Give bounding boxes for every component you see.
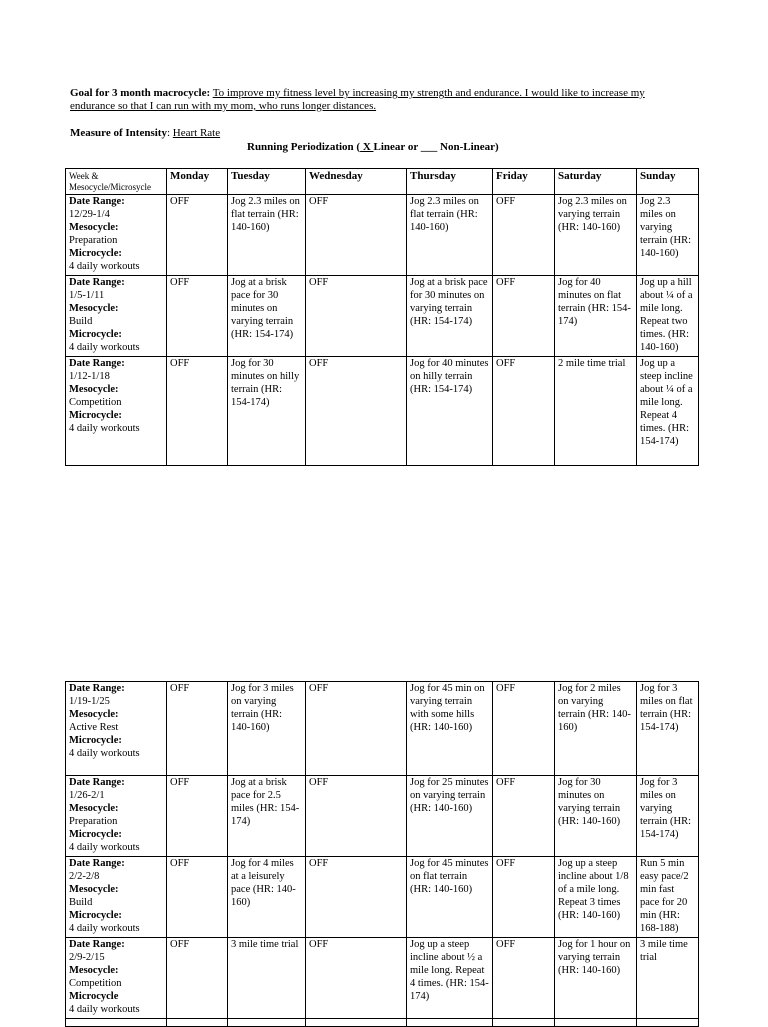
week-column-header	[66, 169, 167, 195]
goal-statement	[70, 87, 700, 113]
workout-cell-saturday: 2 mile time trial	[555, 357, 637, 466]
workout-cell-wednesday: OFF	[306, 682, 407, 776]
mesocycle-value: Preparation	[69, 816, 118, 827]
date-range-label: Date Range:	[69, 858, 125, 869]
workout-cell-wednesday: OFF	[306, 195, 407, 276]
microcycle-value: 4 daily workouts	[69, 423, 140, 434]
microcycle-label: Microcycle:	[69, 410, 122, 421]
workout-cell-monday: OFF	[167, 776, 228, 857]
mesocycle-label: Mesocycle:	[69, 965, 119, 976]
workout-cell-wednesday: OFF	[306, 938, 407, 1019]
week-info-cell	[66, 195, 167, 276]
week-info-cell	[66, 276, 167, 357]
date-range-value: 2/2-2/8	[69, 871, 100, 882]
header-thursday: Thursday	[407, 169, 493, 195]
week-row	[66, 276, 699, 357]
microcycle-value: 4 daily workouts	[69, 342, 140, 353]
schedule-table-2	[65, 681, 699, 1027]
date-range-value: 12/29-1/4	[69, 209, 110, 220]
workout-cell-saturday: Jog for 30 minutes on varying terrain (HR: 140-160)	[555, 776, 637, 857]
periodization-prefix: Running Periodization (	[247, 141, 361, 153]
week-row	[66, 857, 699, 938]
workout-cell-friday: OFF	[493, 276, 555, 357]
week-row	[66, 938, 699, 1019]
week-info-cell	[66, 776, 167, 857]
mesocycle-label: Mesocycle:	[69, 803, 119, 814]
microcycle-label: Microcycle:	[69, 329, 122, 340]
microcycle-value: 4 daily workouts	[69, 923, 140, 934]
goal-text-line1: To improve my fitness level by increasing my strength and endurance. I would like to increase my	[212, 87, 645, 99]
cutoff-cell	[228, 1019, 306, 1027]
mesocycle-value: Competition	[69, 978, 122, 989]
schedule-body-2	[66, 682, 699, 1027]
workout-cell-friday: OFF	[493, 195, 555, 276]
goal-text-line2: endurance so that I can run with my mom, who runs longer distances.	[70, 100, 377, 112]
workout-cell-tuesday: Jog 2.3 miles on flat terrain (HR: 140-160)	[228, 195, 306, 276]
cutoff-cell	[493, 1019, 555, 1027]
microcycle-label: Microcycle:	[69, 829, 122, 840]
microcycle-value: 4 daily workouts	[69, 1004, 140, 1015]
workout-cell-tuesday: Jog at a brisk pace for 2.5 miles (HR: 154-174)	[228, 776, 306, 857]
microcycle-value: 4 daily workouts	[69, 748, 140, 759]
periodization-suffix: Non-Linear)	[440, 141, 499, 153]
header-saturday: Saturday	[555, 169, 637, 195]
goal-label: Goal for 3 month macrocycle:	[70, 87, 211, 99]
workout-cell-sunday: Jog up a steep incline about ¼ of a mile long. Repeat 4 times. (HR: 154-174)	[637, 357, 699, 466]
cutoff-cell	[167, 1019, 228, 1027]
mesocycle-value: Build	[69, 897, 93, 908]
workout-cell-saturday: Jog 2.3 miles on varying terrain (HR: 140-160)	[555, 195, 637, 276]
workout-cell-saturday: Jog for 2 miles on varying terrain (HR: 140-160)	[555, 682, 637, 776]
workout-cell-friday: OFF	[493, 682, 555, 776]
week-row	[66, 776, 699, 857]
measure-value: Heart Rate	[172, 127, 221, 139]
microcycle-value: 4 daily workouts	[69, 261, 140, 272]
workout-cell-wednesday: OFF	[306, 357, 407, 466]
mesocycle-value: Active Rest	[69, 722, 119, 733]
workout-cell-friday: OFF	[493, 776, 555, 857]
workout-cell-sunday: Jog for 3 miles on flat terrain (HR: 154-174)	[637, 682, 699, 776]
workout-cell-tuesday: Jog for 30 minutes on hilly terrain (HR: 154-174)	[228, 357, 306, 466]
week-info-cell	[66, 938, 167, 1019]
periodization-middle: Linear or	[373, 141, 419, 153]
mesocycle-value: Preparation	[69, 235, 118, 246]
workout-cell-saturday: Jog for 1 hour on varying terrain (HR: 140-160)	[555, 938, 637, 1019]
mesocycle-label: Mesocycle:	[69, 222, 119, 233]
date-range-label: Date Range:	[69, 196, 125, 207]
workout-cell-sunday: 3 mile time trial	[637, 938, 699, 1019]
workout-cell-wednesday: OFF	[306, 776, 407, 857]
microcycle-label: Microcycle	[69, 991, 119, 1002]
header-friday: Friday	[493, 169, 555, 195]
workout-cell-thursday: Jog 2.3 miles on flat terrain (HR: 140-160)	[407, 195, 493, 276]
week-info-cell	[66, 857, 167, 938]
workout-cell-monday: OFF	[167, 357, 228, 466]
date-range-label: Date Range:	[69, 277, 125, 288]
date-range-value: 2/9-2/15	[69, 952, 105, 963]
workout-cell-thursday: Jog up a steep incline about ½ a mile long. Repeat 4 times. (HR: 154-174)	[407, 938, 493, 1019]
schedule-body-1	[66, 195, 699, 466]
cutoff-cell	[555, 1019, 637, 1027]
workout-cell-friday: OFF	[493, 938, 555, 1019]
mesocycle-label: Mesocycle:	[69, 303, 119, 314]
workout-cell-thursday: Jog for 45 min on varying terrain with some hills (HR: 140-160)	[407, 682, 493, 776]
workout-cell-saturday: Jog up a steep incline about 1/8 of a mile long. Repeat 3 times (HR: 140-160)	[555, 857, 637, 938]
week-info-cell	[66, 682, 167, 776]
workout-cell-sunday: Jog up a hill about ¼ of a mile long. Repeat two times. (HR: 140-160)	[637, 276, 699, 357]
workout-cell-wednesday: OFF	[306, 857, 407, 938]
workout-cell-monday: OFF	[167, 857, 228, 938]
week-row	[66, 357, 699, 466]
periodization-nonlinear-mark: ___	[420, 141, 438, 153]
workout-cell-tuesday: Jog for 4 miles at a leisurely pace (HR: 140-160)	[228, 857, 306, 938]
periodization-heading	[247, 141, 499, 154]
workout-cell-monday: OFF	[167, 276, 228, 357]
date-range-value: 1/19-1/25	[69, 696, 110, 707]
workout-cell-sunday: Jog for 3 miles on varying terrain (HR: 154-174)	[637, 776, 699, 857]
workout-cell-saturday: Jog for 40 minutes on flat terrain (HR: 154-174)	[555, 276, 637, 357]
workout-cell-wednesday: OFF	[306, 276, 407, 357]
mesocycle-label: Mesocycle:	[69, 709, 119, 720]
week-row-cutoff	[66, 1019, 699, 1027]
week-row	[66, 682, 699, 776]
cutoff-cell	[637, 1019, 699, 1027]
mesocycle-label: Mesocycle:	[69, 884, 119, 895]
week-row	[66, 195, 699, 276]
date-range-label: Date Range:	[69, 358, 125, 369]
microcycle-label: Microcycle:	[69, 735, 122, 746]
date-range-value: 1/12-1/18	[69, 371, 110, 382]
workout-cell-tuesday: Jog for 3 miles on varying terrain (HR: 140-160)	[228, 682, 306, 776]
date-range-value: 1/26-2/1	[69, 790, 105, 801]
workout-cell-thursday: Jog for 45 minutes on flat terrain (HR: 140-160)	[407, 857, 493, 938]
schedule-table-1	[65, 168, 699, 466]
header-monday: Monday	[167, 169, 228, 195]
mesocycle-value: Competition	[69, 397, 122, 408]
measure-of-intensity: Measure of Intensity: Heart Rate	[70, 127, 221, 139]
workout-cell-friday: OFF	[493, 857, 555, 938]
workout-cell-friday: OFF	[493, 357, 555, 466]
cutoff-cell	[407, 1019, 493, 1027]
header-week: Week & Mesocycle/Microsycle	[69, 171, 151, 192]
workout-cell-monday: OFF	[167, 195, 228, 276]
header-wednesday: Wednesday	[306, 169, 407, 195]
mesocycle-value: Build	[69, 316, 93, 327]
measure-label: Measure of Intensity	[70, 127, 167, 139]
workout-cell-thursday: Jog for 40 minutes on hilly terrain (HR: 154-174)	[407, 357, 493, 466]
workout-cell-monday: OFF	[167, 682, 228, 776]
date-range-label: Date Range:	[69, 939, 125, 950]
microcycle-label: Microcycle:	[69, 910, 122, 921]
date-range-value: 1/5-1/11	[69, 290, 105, 301]
header-sunday: Sunday	[637, 169, 699, 195]
cutoff-cell	[66, 1019, 167, 1027]
workout-cell-thursday: Jog for 25 minutes on varying terrain (HR: 140-160)	[407, 776, 493, 857]
workout-cell-thursday: Jog at a brisk pace for 30 minutes on varying terrain (HR: 154-174)	[407, 276, 493, 357]
periodization-linear-mark: X	[360, 141, 374, 153]
header-tuesday: Tuesday	[228, 169, 306, 195]
week-info-cell	[66, 357, 167, 466]
date-range-label: Date Range:	[69, 683, 125, 694]
workout-cell-tuesday: Jog at a brisk pace for 30 minutes on varying terrain (HR: 154-174)	[228, 276, 306, 357]
workout-cell-monday: OFF	[167, 938, 228, 1019]
workout-cell-tuesday: 3 mile time trial	[228, 938, 306, 1019]
microcycle-value: 4 daily workouts	[69, 842, 140, 853]
cutoff-cell	[306, 1019, 407, 1027]
workout-cell-sunday: Run 5 min easy pace/2 min fast pace for 20 min (HR: 168-188)	[637, 857, 699, 938]
workout-cell-sunday: Jog 2.3 miles on varying terrain (HR: 140-160)	[637, 195, 699, 276]
date-range-label: Date Range:	[69, 777, 125, 788]
microcycle-label: Microcycle:	[69, 248, 122, 259]
mesocycle-label: Mesocycle:	[69, 384, 119, 395]
